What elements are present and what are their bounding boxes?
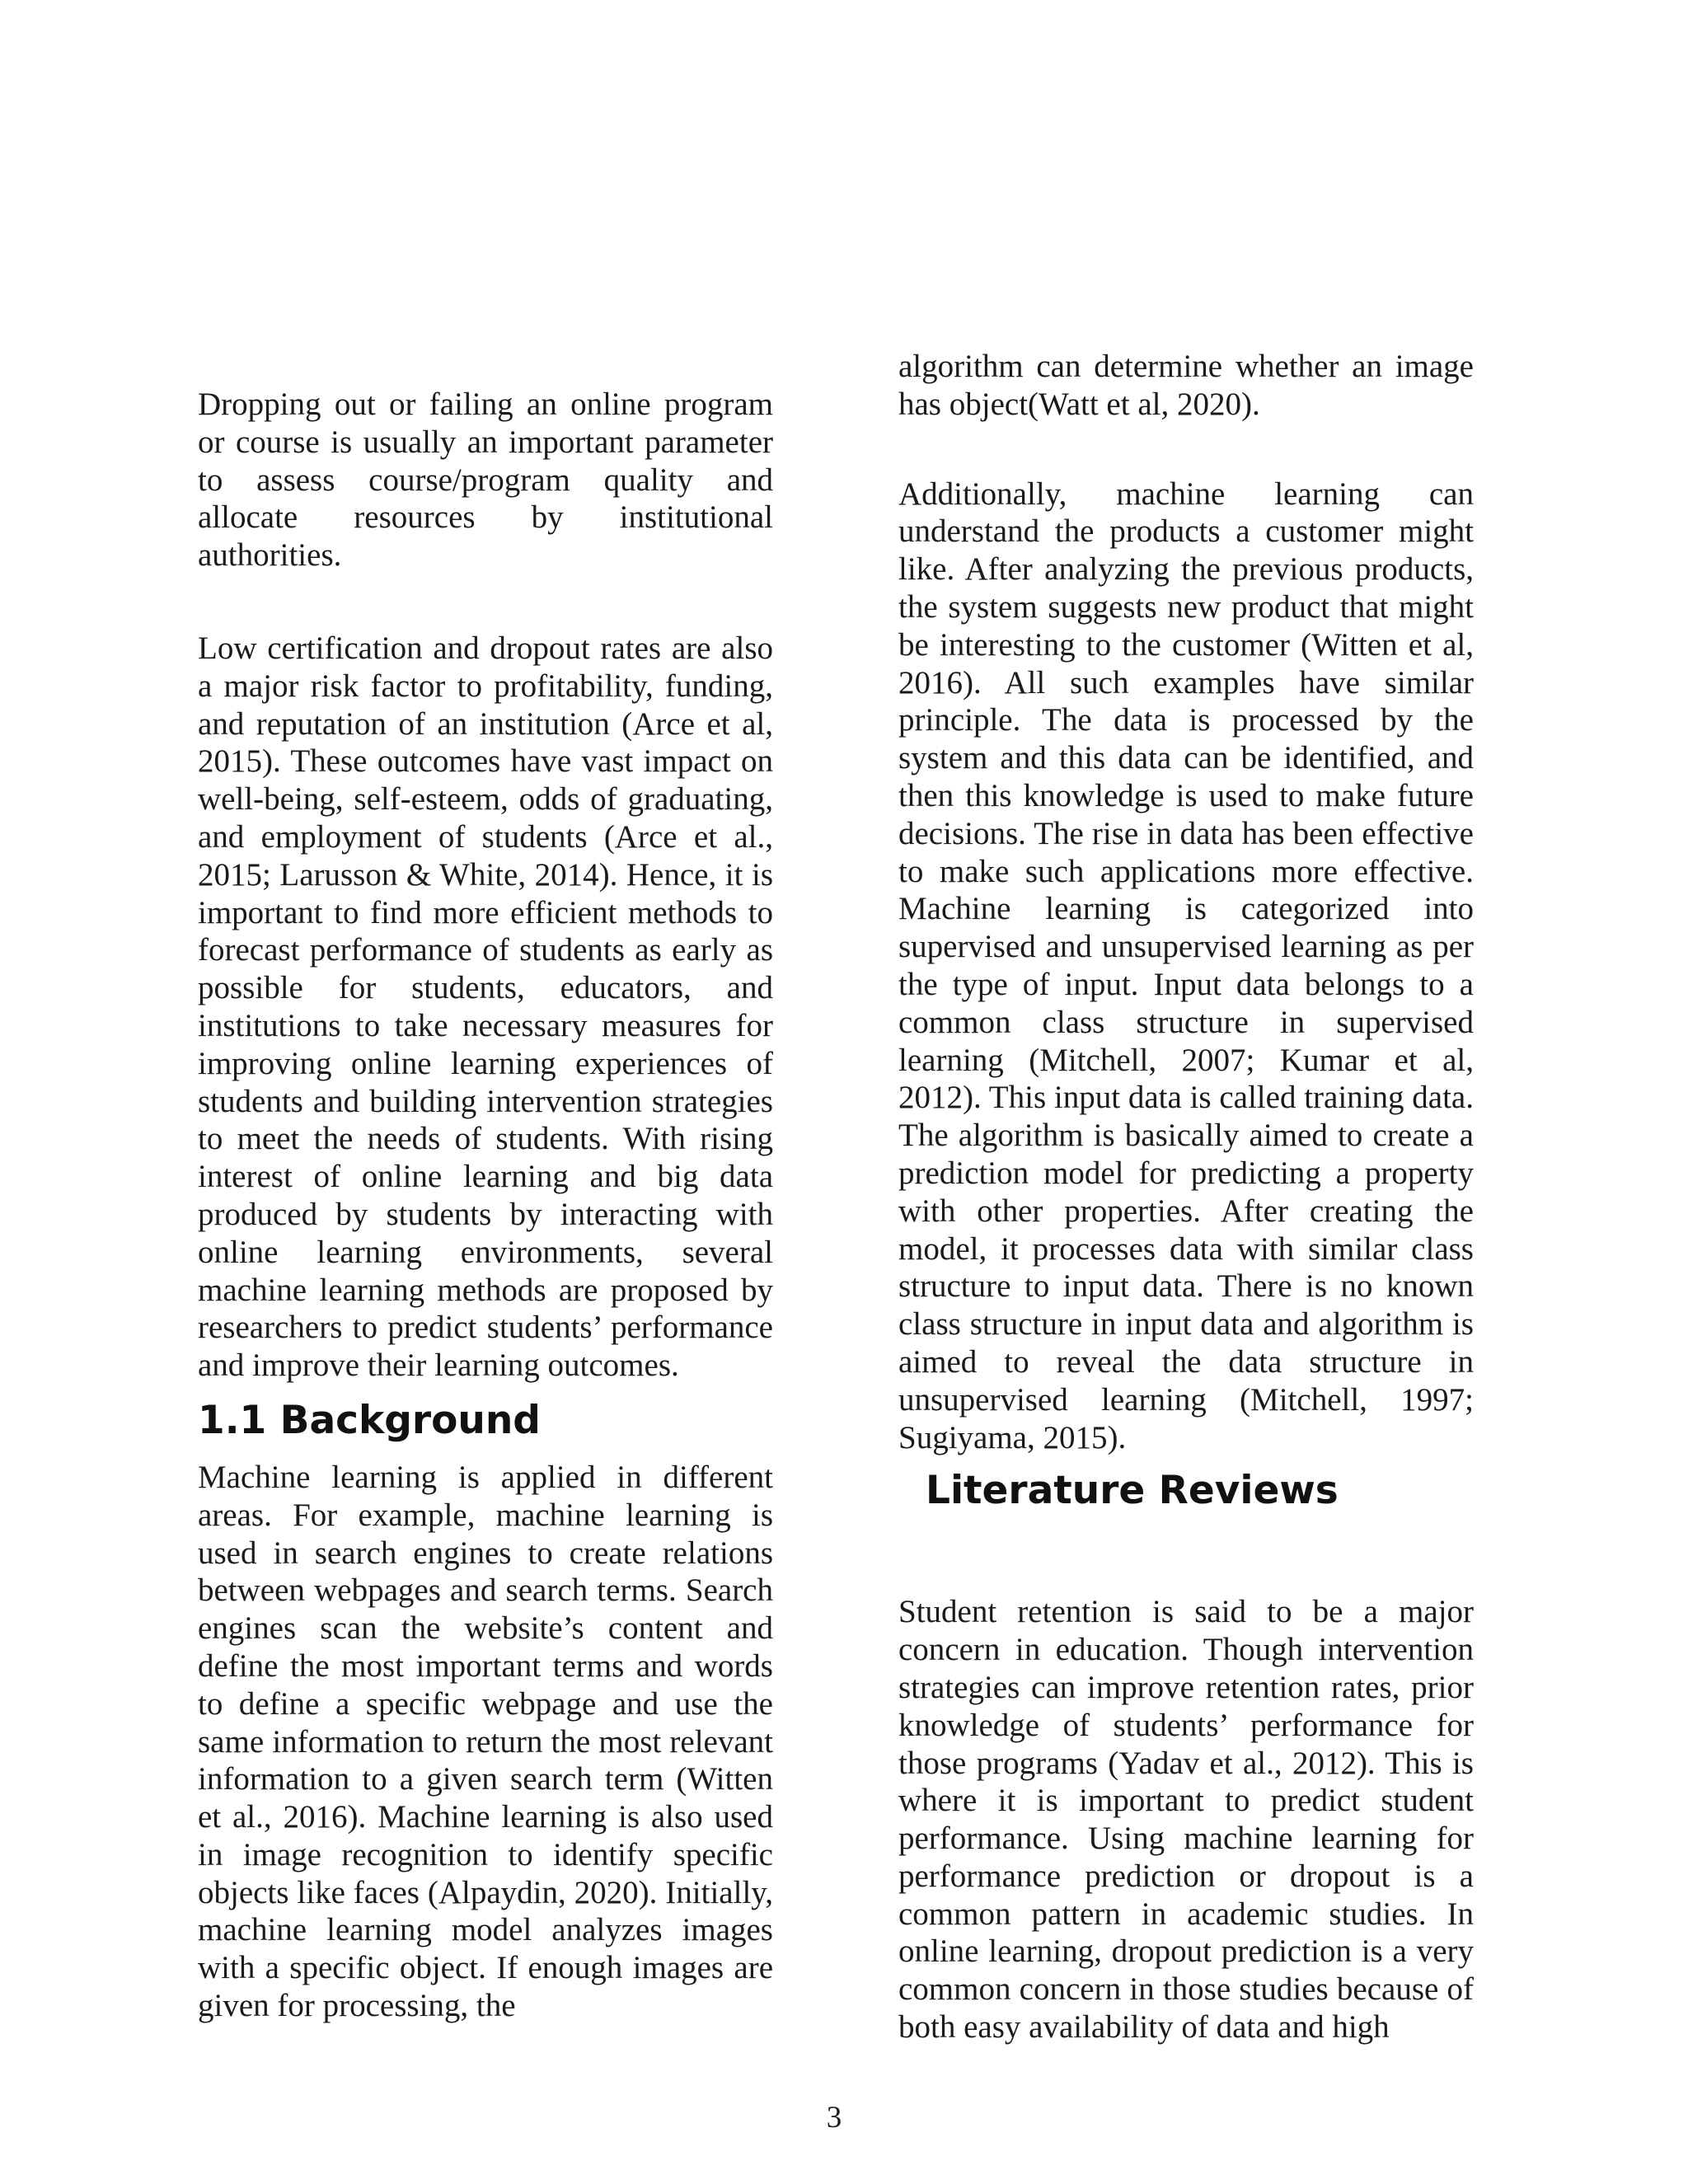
section-heading-background: 1.1 Background [198,1397,541,1443]
paragraph-certification-risk: Low certification and dropout rates are also a major risk factor to profitability, funding, and reputation of an institution (Arce et al, 2015). These outcomes have vast impact on well-being, self-esteem, odds of graduating, and employment of students (Arce et al., 2015; Larusson & White, 2014). Hence, it is important to find more efficient methods to forecast performance of students as early as possible for students, educators, and institutions to take necessary measures for improving online learning experiences of students and building intervention strategies to meet the needs of students. With rising interest of online learning and big data produced by students by interacting with online learning environments, several machine learning methods are proposed by researchers to predict students’ performance and improve their learning outcomes. [198,630,773,1384]
paragraph-spacer [898,424,1474,476]
paragraph-image-algorithm: algorithm can determine whether an image has object(Watt et al, 2020). [898,349,1474,422]
paragraph-ml-applications: Machine learning is applied in different areas. For example, machine learning is used in search engines to create relations between webpages and search terms. Search engines scan the website’s content and define the most important terms and words to define a specific webpage and use the same information to return the most relevant information to a given search term (Witten et al., 2016). Machine learning is also used in image recognition to identify specific objects like faces (Alpaydin, 2020). Initially, machine learning model analyzes images with a specific object. If enough images are given for processing, the [198,1459,773,2024]
page-number: 3 [826,2101,842,2135]
paragraph-supervised-learning: Additionally, machine learning can understand the products a customer might like. After analyzing the previous products, the system suggests new product that might be interesting to the customer (Witten et al, 2016). All such examples have similar principle. The data is processed by the system and this data can be identified, and then this knowledge is used to make future decisions. The rise in data has been effective to make such applications more effective. Machine learning is categorized into supervised and unsupervised learning as per the type of input. Input data belongs to a common class structure in supervised learning (Mitchell, 2007; Kumar et al, 2012). This input data is called training data. The algorithm is basically aimed to create a prediction model for predicting a property with other properties. After creating the model, it processes data with similar class structure to input data. There is no known class structure in input data and algorithm is aimed to reveal the data structure in unsupervised learning (Mitchell, 1997; Sugiyama, 2015). [898,476,1474,1455]
paragraph-spacer [198,574,773,630]
paragraph-student-retention: Student retention is said to be a major concern in education. Though intervention strategies can improve retention rates, prior knowledge of students’ performance for those programs (Yadav et al., 2012). This is where it is important to predict student performance. Using machine learning for performance prediction or dropout is a common pattern in academic studies. In online learning, dropout prediction is a very common concern in those studies because of both easy availability of data and high [898,1594,1474,2046]
left-column [198,386,773,2025]
paragraph-dropout-intro: Dropping out or failing an online program or course is usually an important parameter to assess course/program quality and allocate resources by institutional authorities. [198,387,773,574]
section-heading-literature-reviews: Literature Reviews [926,1468,1339,1514]
right-column [898,348,1474,2046]
